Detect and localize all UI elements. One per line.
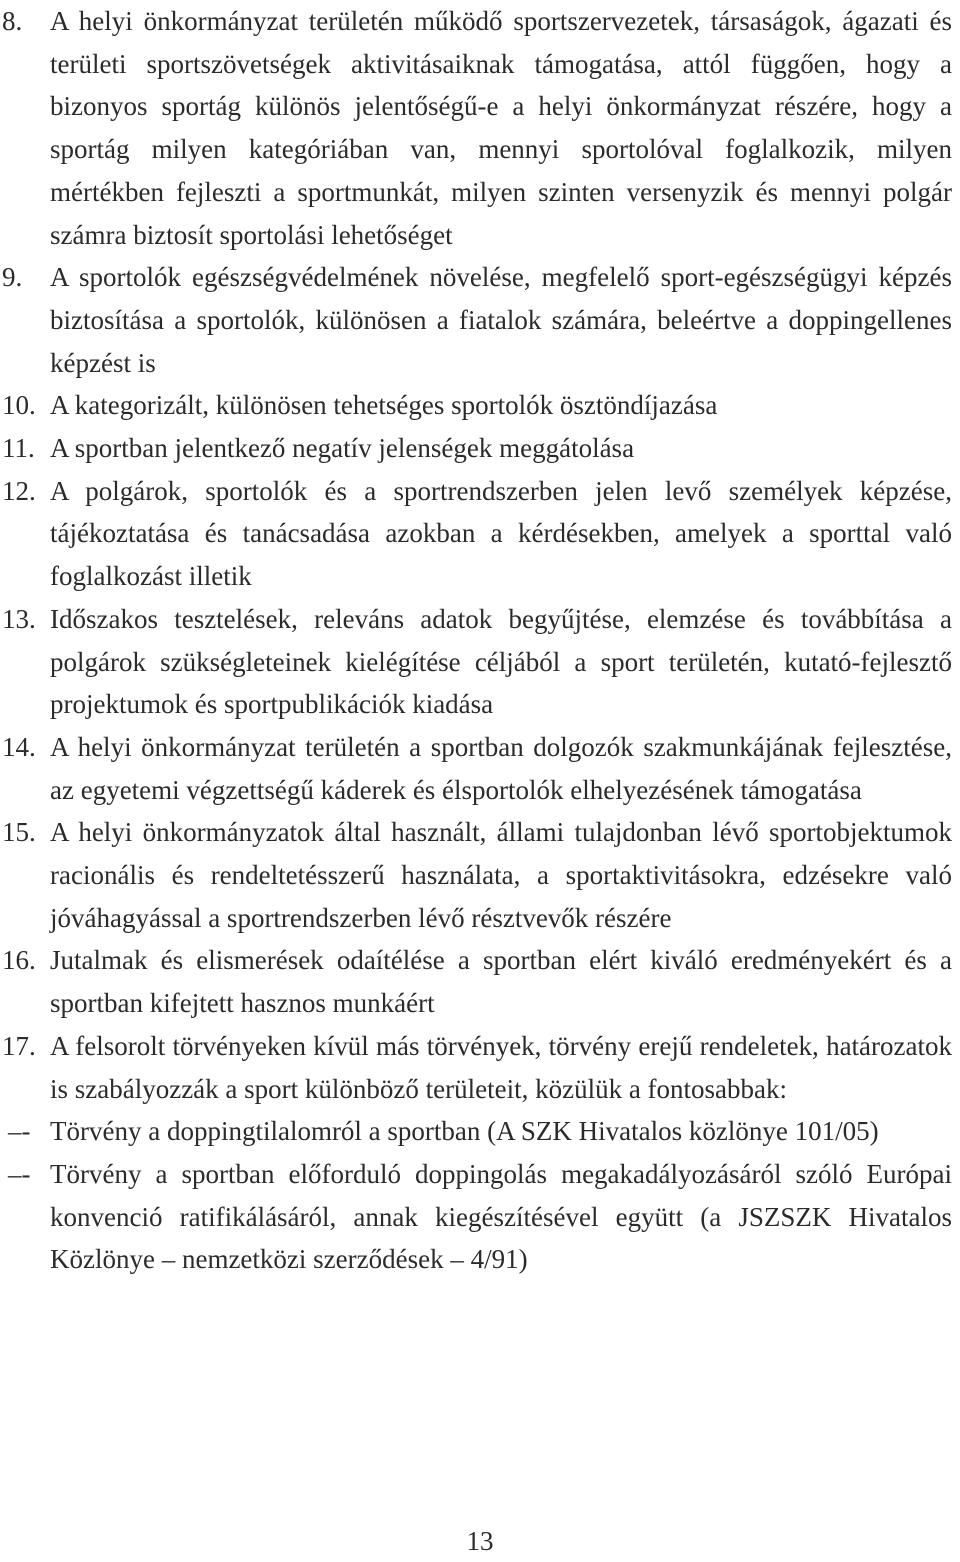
list-item bbox=[0, 939, 952, 1024]
item-number: 8. bbox=[2, 6, 23, 36]
item-text: Jutalmak és elismerések odaítélése a sportban elért kiváló eredményekért és a sportban kifejtett hasznos munkáért bbox=[50, 945, 952, 1019]
item-number: 13. bbox=[2, 603, 36, 634]
item-text: A sportolók egészségvédelmének növelése, megfelelő sport-egészségügyi képzés biztosítása a sportolók, különösen a fiatalok számára, beleértve a doppingellenes képzést is bbox=[50, 262, 952, 378]
bullet-text: Törvény a sportban előforduló doppingolás megakadályozásáról szóló Európai konvenció ratifikálásáról, annak kiegészítésével együtt (a JSZSZK Hivatalos Közlönye – nemzetközi szerződések – 4/91) bbox=[50, 1158, 952, 1275]
item-text: A helyi önkormányzatok által használt, állami tulajdonban lévő sportobjektumok racionális és rendeltetésszerű használata, a sportaktivitásokra, edzésekre való jóváhagyással a sportrendszerben lévő résztvevők részére bbox=[50, 817, 952, 933]
bullet-dash: –- bbox=[8, 1158, 31, 1189]
list-item bbox=[0, 384, 952, 427]
list-item bbox=[0, 0, 952, 256]
list-item bbox=[0, 470, 952, 598]
list-item bbox=[0, 256, 952, 384]
bullet-item bbox=[0, 1153, 952, 1281]
item-number: 9. bbox=[2, 262, 23, 293]
item-number: 10. bbox=[2, 390, 36, 421]
list-item bbox=[0, 811, 952, 939]
item-number: 11. bbox=[2, 433, 35, 464]
page-number: 13 bbox=[466, 1526, 494, 1556]
item-text: A sportban jelentkező negatív jelenségek meggátolása bbox=[50, 433, 635, 464]
item-text: A felsorolt törvényeken kívül más törvények, törvény erejű rendeletek, határozatok is szabályozzák a sport különböző területeit, közülük a fontosabbak: bbox=[50, 1030, 952, 1104]
bullet-text: Törvény a doppingtilalomról a sportban (A SZK Hivatalos közlönye 101/05) bbox=[50, 1116, 879, 1147]
list-item bbox=[0, 1025, 952, 1110]
bullet-item bbox=[0, 1110, 952, 1153]
item-text: A kategorizált, különösen tehetséges sportolók ösztöndíjazása bbox=[50, 390, 718, 421]
item-text: Időszakos tesztelések, releváns adatok begyűjtése, elemzése és továbbítása a polgárok szükségleteinek kielégítése céljából a sport területén, kutató-fejlesztő projektumok és sportpublikációk kiadása bbox=[50, 603, 952, 720]
item-number: 17. bbox=[2, 1030, 36, 1061]
bullet-dash: –- bbox=[8, 1116, 31, 1147]
item-number: 15. bbox=[2, 817, 36, 848]
item-text: A helyi önkormányzat területén működő sportszervezetek, társaságok, ágazati és területi sportszövetségek aktivitásaiknak támogatása, attól függően, hogy a bizonyos sportág különös jelentőségű-e a helyi önkormányzat részére, hogy a sportág milyen kategóriában van, mennyi sportolóval foglalkozik, milyen mértékben fejleszti a sportmunkát, milyen szinten versenyzik és mennyi polgár számra biztosít sportolási lehetőséget bbox=[50, 6, 952, 250]
list-item bbox=[0, 427, 952, 470]
list-item bbox=[0, 726, 952, 811]
item-text: A helyi önkormányzat területén a sportban dolgozók szakmunkájának fejlesztése, az egyetemi végzettségű káderek és élsportolók elhelyezésének támogatása bbox=[50, 731, 952, 805]
list-item bbox=[0, 598, 952, 726]
item-text: A polgárok, sportolók és a sportrendszerben jelen levő személyek képzése, tájékoztatása és tanácsadása azokban a kérdésekben, amelyek a sporttal való foglalkozást illetik bbox=[50, 475, 952, 592]
item-number: 16. bbox=[2, 945, 36, 976]
item-number: 14. bbox=[2, 731, 36, 762]
item-number: 12. bbox=[2, 475, 36, 506]
